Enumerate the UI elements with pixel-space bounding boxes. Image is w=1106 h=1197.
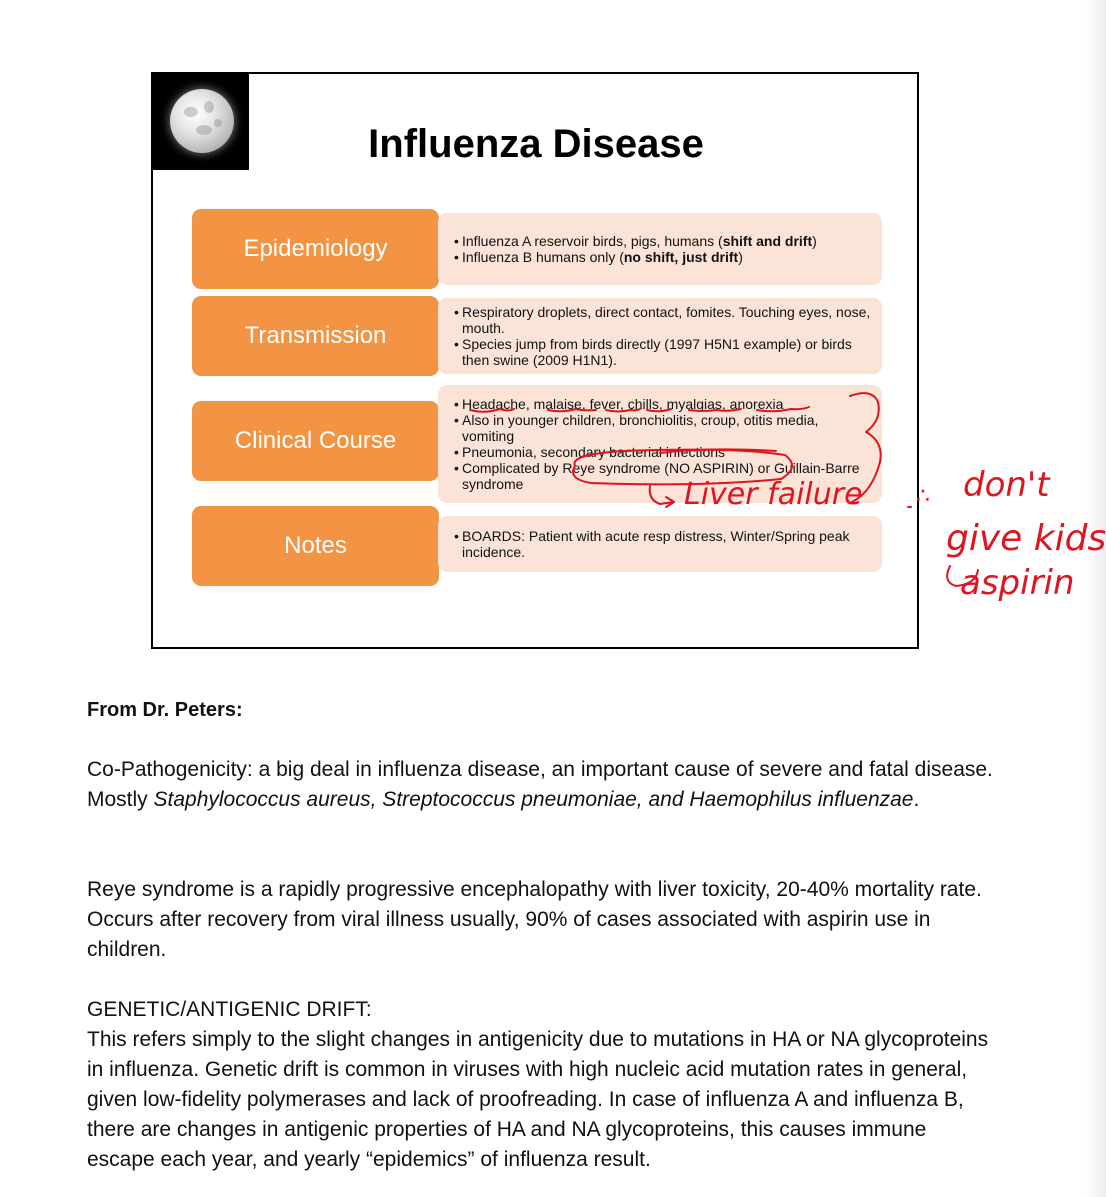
bullet-item: • Species jump from birds directly (1997 H5N1 example) or birds then swine (2009 H1N1). (462, 336, 872, 368)
bullet-item: • Respiratory droplets, direct contact, fomites. Touching eyes, nose, mouth. (462, 304, 872, 336)
slide-title: Influenza Disease (368, 122, 704, 166)
bullet-item: • Influenza B humans only (no shift, just drift) (462, 249, 872, 265)
row-content-transmission (438, 298, 882, 374)
row-content-epidemiology (438, 213, 882, 285)
slide-image (151, 72, 919, 649)
row-label-epidemiology: Epidemiology (192, 209, 439, 289)
row-content-notes (438, 516, 882, 572)
row-label-notes: Notes (192, 506, 439, 586)
handwritten-aspirin: aspirin (960, 563, 1075, 603)
handwritten-give-kids: give kids (946, 518, 1106, 559)
paragraph-genetic-drift: This refers simply to the slight changes in antigenicity due to mutations in HA or NA glycoproteins in influenza. Genetic drift is common in viruses with high nucleic acid mutation rates in general, given low-fidelity polymerases and lack of proofreading. In case of influenza A and influenza B, there are changes in antigenic properties of HA and NA glycoproteins, this causes immune escape each year, and yearly “epidemics” of influenza result. (87, 1028, 989, 1171)
row-label-transmission: Transmission (192, 296, 439, 376)
paragraph-drift-heading: GENETIC/ANTIGENIC DRIFT: (87, 998, 372, 1021)
handwritten-dont: don't (963, 465, 1050, 505)
paragraph-reye-syndrome: Reye syndrome is a rapidly progressive encephalopathy with liver toxicity, 20-40% mortality rate. Occurs after recovery from viral illness usually, 90% of cases associated with aspirin use in children. (87, 878, 982, 961)
bullet-item: • Influenza A reservoir birds, pigs, humans (shift and drift) (462, 233, 872, 249)
page-edge-shadow (1086, 0, 1106, 1197)
bullet-item: • Complicated by Reye syndrome (NO ASPIRIN) or Guillain-Barre syndrome (462, 460, 872, 492)
paragraph-co-pathogenicity: Co-Pathogenicity: a big deal in influenza disease, an important cause of severe and fatal disease. Mostly Staphylococcus aureus, Streptococcus pneumoniae, and Haemophilus influenzae. (87, 758, 993, 811)
bullet-item: • Pneumonia, secondary bacterial infections (462, 444, 872, 460)
section-heading: From Dr. Peters: (87, 699, 243, 721)
handwritten-liver-failure: Liver failure (684, 477, 863, 512)
row-label-clinical-course: Clinical Course (192, 401, 439, 481)
bullet-item: • Also in younger children, bronchiolitis, croup, otitis media, vomiting (462, 412, 872, 444)
bullet-item: • Headache, malaise, fever, chills, myalgias, anorexia (462, 396, 872, 412)
handwritten-therefore-symbol: ∴ (916, 484, 930, 509)
bullet-item: • BOARDS: Patient with acute resp distress, Winter/Spring peak incidence. (462, 528, 872, 560)
